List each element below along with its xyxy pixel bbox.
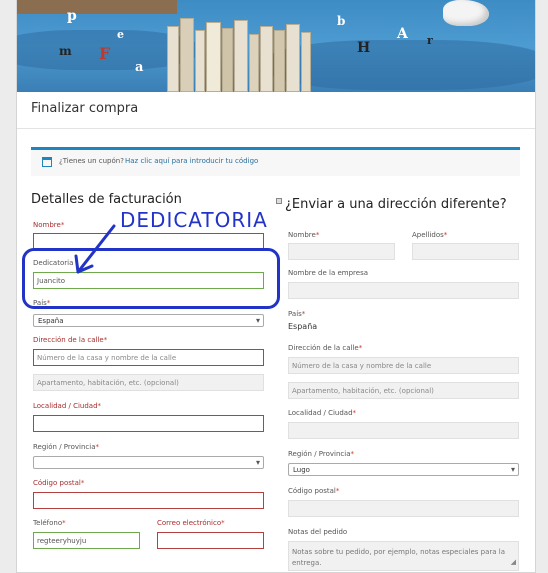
header-banner-image: p m F e a H A r b: [17, 0, 535, 92]
shipping-last-name-input[interactable]: [412, 243, 519, 260]
page-title: Finalizar compra: [31, 101, 139, 116]
billing-email-input[interactable]: [157, 532, 264, 549]
shipping-first-name-input[interactable]: [288, 243, 395, 260]
shipping-city-input[interactable]: [288, 422, 519, 439]
shipping-region-select[interactable]: Lugo ▾: [288, 463, 519, 476]
billing-region-select[interactable]: [33, 456, 264, 469]
resize-handle-icon[interactable]: ◢: [510, 558, 516, 566]
shipping-street-input[interactable]: Número de la casa y nombre de la calle: [288, 357, 519, 374]
annotation-highlight-box: [22, 248, 280, 309]
shipping-street2-input[interactable]: Apartamento, habitación, etc. (opcional): [288, 382, 519, 399]
shipping-company-input[interactable]: [288, 282, 519, 299]
billing-phone-label: Teléfono*: [33, 519, 66, 527]
billing-country-label: País*: [33, 299, 51, 307]
page-title-bar: [17, 92, 535, 129]
billing-phone-input[interactable]: regteeryhuyju: [33, 532, 140, 549]
billing-postcode-input[interactable]: [33, 492, 264, 509]
shipping-postcode-label: Código postal*: [288, 487, 340, 495]
coupon-link[interactable]: Haz clic aquí para introducir tu código: [125, 157, 259, 165]
order-notes-placeholder: Notas sobre tu pedido, por ejemplo, notas especiales para la entrega.: [292, 548, 505, 567]
shipping-postcode-input[interactable]: [288, 500, 519, 517]
billing-street-label: Dirección de la calle*: [33, 336, 108, 344]
billing-email-label: Correo electrónico*: [157, 519, 225, 527]
billing-city-input[interactable]: [33, 415, 264, 432]
billing-heading: Detalles de facturación: [31, 192, 182, 207]
billing-region-label: Región / Provincia*: [33, 443, 99, 451]
billing-postcode-label: Código postal*: [33, 479, 85, 487]
dedication-label: Dedicatoria: [33, 259, 74, 267]
shipping-region-label: Región / Provincia*: [288, 450, 354, 458]
shipping-country-value: España: [288, 322, 318, 331]
shipping-company-label: Nombre de la empresa: [288, 269, 369, 277]
coupon-notice: [31, 147, 520, 176]
dedication-input[interactable]: Juancito: [33, 272, 264, 289]
ship-different-checkbox[interactable]: [276, 198, 282, 204]
billing-first-name-label: Nombre*: [33, 221, 65, 229]
billing-street2-input[interactable]: Apartamento, habitación, etc. (opcional): [33, 374, 264, 391]
calendar-icon: [42, 157, 52, 167]
shipping-heading: ¿Enviar a una dirección diferente?: [285, 197, 507, 212]
shipping-country-label: País*: [288, 310, 306, 318]
shipping-street-label: Dirección de la calle*: [288, 344, 363, 352]
billing-country-select[interactable]: España ▾: [33, 314, 264, 327]
billing-city-label: Localidad / Ciudad*: [33, 402, 102, 410]
order-notes-textarea[interactable]: [288, 541, 519, 571]
shipping-last-name-label: Apellidos*: [412, 231, 448, 239]
coupon-question: ¿Tienes un cupón?: [59, 157, 124, 165]
annotation-text: DEDICATORIA: [120, 208, 268, 232]
order-notes-label: Notas del pedido: [288, 528, 348, 536]
shipping-city-label: Localidad / Ciudad*: [288, 409, 357, 417]
billing-street-input[interactable]: Número de la casa y nombre de la calle: [33, 349, 264, 366]
shipping-first-name-label: Nombre*: [288, 231, 320, 239]
